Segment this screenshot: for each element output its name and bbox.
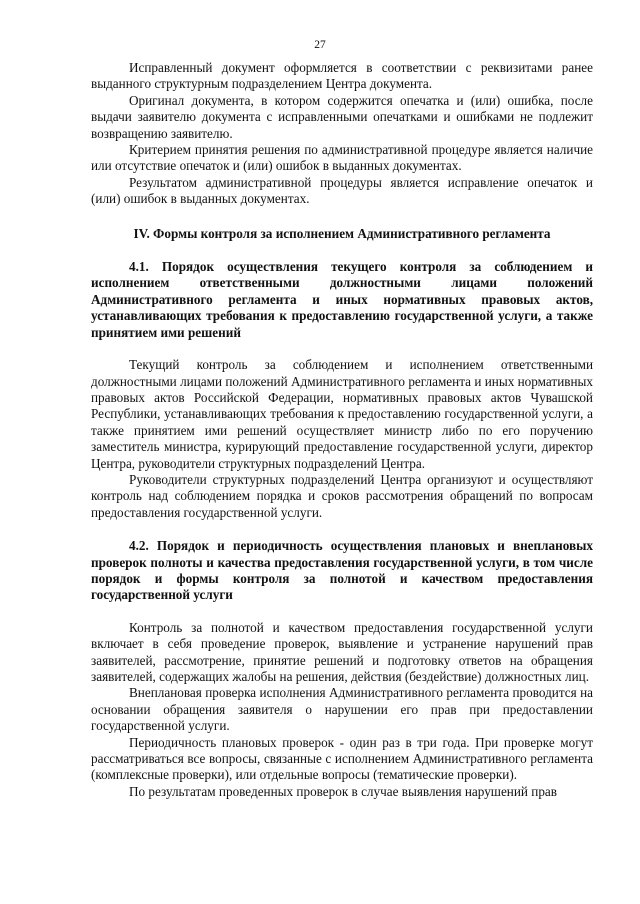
paragraph: Руководители структурных подразделений Центра организуют и осуществляют контроль над соблюдением порядка и сроков рассмотрения обращений по вопросам предоставления государственной услуги. xyxy=(91,471,593,520)
subsection-heading-4-1: 4.1. Порядок осуществления текущего контроля за соблюдением и исполнением ответственными должностными лицами положений Административного регламента и иных нормативных правовых актов, устанавливающих требования к предоставлению государственной услуги, а также принятием ими решений xyxy=(91,259,593,340)
paragraph: Контроль за полнотой и качеством предоставления государственной услуги включает в себя проведение проверок, выявление и устранение нарушений прав заявителей, рассмотрение, принятие решений и подготовку ответов на обращения заявителей, содержащих жалобы на решения, действия (бездействие) должностных лиц. xyxy=(91,619,593,684)
subsection-heading-4-2: 4.2. Порядок и периодичность осуществления плановых и внеплановых проверок полноты и качества предоставления государственной услуги, в том числе порядок и формы контроля за полнотой и качеством предоставления государственной услуги xyxy=(91,538,593,603)
paragraph: Текущий контроль за соблюдением и исполнением ответственными должностными лицами положений Административного регламента и иных нормативных правовых актов Российской Федерации, нормативных правовых актов Чувашской Республики, устанавливающих требования к предоставлению государственной услуги, а также принятием ими решений осуществляет министр либо по его поручению заместитель министра, курирующий предоставление государственной услуги, директор Центра, руководители структурных подразделений Центра. xyxy=(91,357,593,471)
document-body xyxy=(91,60,593,800)
paragraph: Исправленный документ оформляется в соответствии с реквизитами ранее выданного структурным подразделением Центра документа. xyxy=(91,60,593,92)
paragraph: По результатам проведенных проверок в случае выявления нарушений прав xyxy=(129,783,557,799)
paragraph: Критерием принятия решения по административной процедуре является наличие или отсутствие опечаток и (или) ошибок в выданных документах. xyxy=(91,142,593,174)
section-title: IV. Формы контроля за исполнением Административного регламента xyxy=(133,225,551,241)
paragraph: Внеплановая проверка исполнения Административного регламента проводится на основании обращения заявителя о нарушении его прав при предоставлении государственной услуги. xyxy=(91,685,593,734)
paragraph: Результатом административной процедуры является исправление опечаток и (или) ошибок в выданных документах. xyxy=(91,174,593,207)
page-number: 27 xyxy=(314,39,326,51)
subsection-body-4-2 xyxy=(91,620,593,800)
subsection-body-4-1 xyxy=(91,357,593,521)
paragraph: Периодичность плановых проверок - один раз в три года. При проверке могут рассматриваться все вопросы, связанные с исполнением Административного регламента (комплексные проверки), или отдельные вопросы (тематические проверки). xyxy=(91,734,593,783)
paragraph: Оригинал документа, в котором содержится опечатка и (или) ошибка, после выдачи заявителю документа с исправленными опечатками и ошибками не подлежит возвращению заявителю. xyxy=(91,92,593,141)
